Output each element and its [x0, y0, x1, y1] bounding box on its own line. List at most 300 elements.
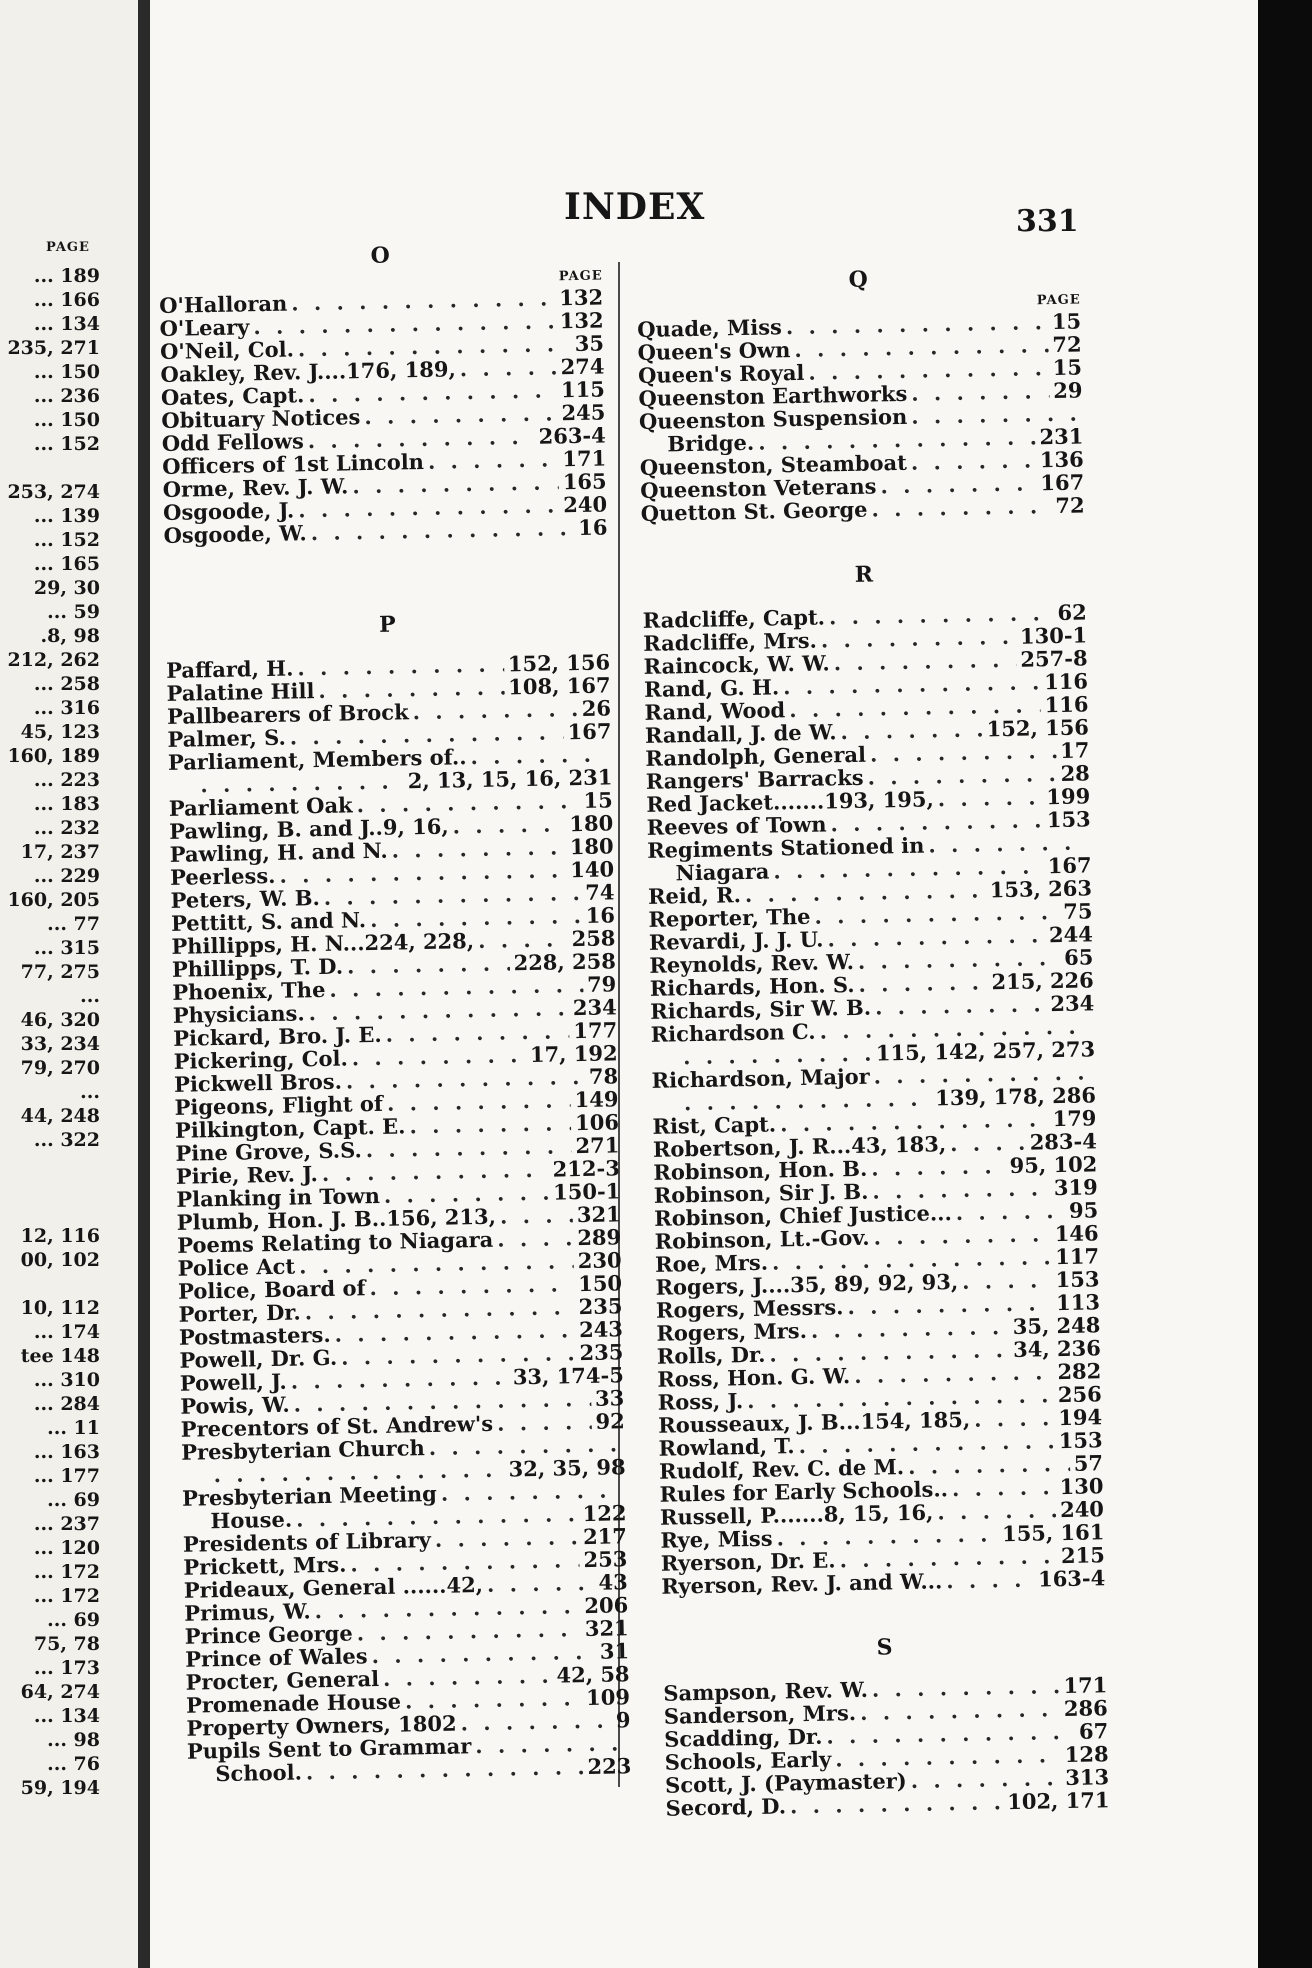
leader-dots	[871, 494, 1051, 520]
section-p-entries	[166, 650, 632, 1785]
entry-name: Queenston, Steamboat	[639, 449, 908, 480]
leader-dots	[391, 835, 566, 861]
entry-name: Queen's Own	[637, 337, 791, 365]
entry-pages: 15	[1051, 308, 1082, 335]
entry-name: Pilkington, Capt. E.	[174, 1113, 406, 1143]
entry-name: Rye, Miss	[660, 1525, 773, 1553]
entry-name: Officers of 1st Lincoln	[162, 448, 425, 479]
entry-pages: 152, 156	[986, 714, 1090, 742]
leader-dots	[938, 785, 1043, 810]
entry-name: Promenade House	[185, 1688, 402, 1718]
entry-pages: 33	[594, 1385, 625, 1411]
entry-name: Primus, W.	[184, 1598, 311, 1626]
entry-name: Odd Fellows	[161, 428, 305, 456]
facing-page-number: 00, 102	[20, 1249, 100, 1271]
entry-name: Queenston Suspension	[638, 403, 908, 434]
facing-page-number: 12, 116	[20, 1225, 100, 1247]
section-letter-r: R	[854, 561, 874, 588]
entry-name: Phillipps, H. N...224, 228,	[171, 928, 475, 959]
facing-page-number: 10, 112	[20, 1297, 100, 1319]
leader-dots	[950, 1131, 1026, 1155]
entry-pages: 2, 13, 15, 16, 231	[407, 764, 613, 794]
leader-dots	[875, 992, 1047, 1018]
facing-page-label: PAGE	[46, 240, 90, 255]
entry-pages: 228, 258	[513, 948, 617, 976]
facing-page-number: ... 322	[33, 1129, 100, 1151]
entry-pages: 257-8	[1020, 645, 1088, 672]
section-q-entries	[637, 309, 1085, 524]
entry-pages: 113	[1055, 1289, 1101, 1316]
facing-page-number: ... 152	[33, 529, 100, 551]
entry-name	[652, 1110, 680, 1111]
leader-dots	[840, 717, 983, 743]
leader-dots	[858, 970, 987, 995]
facing-page-number: ... 223	[33, 769, 100, 791]
entry-pages: 132	[559, 284, 604, 311]
entry-name: Richardson, Major	[651, 1063, 870, 1093]
entry-pages: 116	[1044, 691, 1089, 718]
entry-name: Radcliffe, Mrs.	[642, 627, 818, 656]
entry-pages: 283-4	[1029, 1128, 1098, 1155]
section-letter-s: S	[876, 1634, 893, 1661]
entry-pages: 153, 263	[989, 875, 1093, 903]
entry-pages: 57	[1073, 1450, 1104, 1476]
entry-pages: 34, 236	[1012, 1335, 1102, 1362]
entry-name: Plumb, Hon. J. B..156, 213,	[176, 1203, 497, 1235]
entry-name: Randolph, General	[645, 741, 867, 771]
entry-pages: 243	[578, 1316, 624, 1343]
facing-page-number	[0, 1272, 104, 1296]
facing-page-number: ... 134	[33, 1705, 100, 1727]
entry-name: Reeves of Town	[646, 811, 827, 840]
leader-dots	[412, 697, 578, 723]
entry-pages: 9	[615, 1707, 631, 1733]
entry-name: Powis, W.	[180, 1391, 290, 1419]
entry-name: Peters, W. B.	[170, 885, 320, 913]
entry-pages: 167	[567, 718, 612, 745]
entry-name: Osgoode, W.	[163, 520, 307, 548]
leader-dots	[962, 1268, 1052, 1293]
facing-page-number: ... 229	[33, 865, 100, 887]
leader-dots	[871, 1154, 1006, 1180]
leader-dots	[460, 1709, 612, 1735]
entry-name: Palmer, S.	[167, 724, 287, 752]
entry-pages: 116	[1043, 668, 1089, 695]
entry-name: Richardson C.	[650, 1018, 816, 1047]
facing-page-number	[0, 1152, 104, 1176]
entry-pages: 215	[1060, 1542, 1106, 1569]
facing-page-number	[0, 1176, 104, 1200]
entry-name: O'Neil, Col.	[159, 336, 295, 364]
entry-name: Randall, J. de W.	[644, 719, 837, 748]
entry-name: Rules for Early Schools..	[659, 1476, 949, 1507]
entry-name: Rudolf, Rev. C. de M.	[658, 1454, 905, 1484]
entry-name: Richards, Hon. S.	[649, 971, 855, 1001]
leader-dots	[352, 1043, 527, 1069]
book-gutter	[138, 0, 150, 1968]
entry-name: Schools, Early	[664, 1746, 832, 1775]
facing-page-number: ... 139	[33, 505, 100, 527]
entry-name: School.	[215, 1759, 303, 1787]
entry-name: Rogers, Mrs.	[656, 1317, 808, 1346]
page-column-label: PAGE	[558, 268, 603, 285]
facing-page-number: ... 77	[47, 913, 100, 935]
entry-pages: 163-4	[1037, 1565, 1106, 1592]
entry-pages: 153	[1055, 1266, 1100, 1293]
entry-pages: 177	[573, 1017, 618, 1044]
facing-page	[0, 0, 139, 1968]
entry-name: Powell, Dr. G.	[179, 1344, 338, 1373]
facing-page-number: ...	[80, 1081, 100, 1103]
entry-name: Ryerson, Rev. J. and W...	[661, 1568, 943, 1599]
entry-pages: 92	[595, 1408, 625, 1434]
entry-pages: 122	[582, 1500, 627, 1527]
entry-pages: 230	[577, 1247, 622, 1274]
facing-page-number: ... 165	[33, 553, 100, 575]
entry-name: Pupils Sent to Grammar	[186, 1733, 472, 1764]
entry-name: Rogers, Messrs.	[655, 1294, 844, 1323]
leader-dots	[405, 1686, 583, 1712]
facing-page-number: ... 284	[33, 1393, 100, 1415]
facing-page-number: 59, 194	[20, 1777, 100, 1799]
facing-page-number: ... 183	[33, 793, 100, 815]
entry-name: House.	[210, 1506, 293, 1534]
entry-pages: 244	[1048, 921, 1094, 948]
facing-page-number: ... 163	[33, 1441, 100, 1463]
facing-page-number: 33, 234	[20, 1033, 100, 1055]
leader-dots	[974, 1406, 1055, 1431]
entry-name: Rowland, T.	[658, 1433, 795, 1461]
leader-dots	[911, 448, 1037, 473]
entry-pages: 35	[574, 330, 605, 357]
entry-pages: 67	[1078, 1718, 1109, 1744]
entry-name: Postmasters.	[178, 1321, 331, 1350]
entry-pages: 75	[1062, 898, 1093, 924]
entry-name: Paffard, H.	[165, 655, 294, 683]
entry-pages: 109	[585, 1684, 631, 1711]
leader-dots	[946, 1568, 1034, 1593]
facing-page-number: ... 172	[33, 1585, 100, 1607]
entry-pages: 15	[1052, 354, 1083, 381]
facing-page-number: tee 148	[20, 1345, 100, 1367]
entry-name: Richards, Sir W. B.	[650, 994, 872, 1024]
entry-pages: 235	[579, 1339, 624, 1366]
facing-page-number: ... 152	[33, 433, 100, 455]
entry-name: Presidents of Library	[182, 1527, 432, 1557]
leader-dots	[880, 471, 1036, 497]
entry-pages: 240	[1059, 1496, 1105, 1523]
entry-name: Queen's Royal	[637, 359, 805, 388]
entry-name: Queenston Earthworks	[638, 380, 908, 411]
entry-pages: 130	[1059, 1473, 1104, 1500]
section-letter-o: O	[370, 242, 391, 269]
entry-pages: 95, 102	[1009, 1151, 1098, 1178]
entry-pages: 72	[1055, 492, 1085, 518]
leader-dots	[478, 927, 568, 952]
entry-pages: 31	[599, 1638, 630, 1664]
entry-name: Prickett, Mrs.	[183, 1551, 347, 1580]
leader-dots	[873, 1222, 1051, 1248]
entry-name: Sanderson, Mrs.	[663, 1700, 857, 1729]
leader-dots	[383, 1664, 553, 1690]
entry-pages: 95	[1068, 1197, 1099, 1223]
entry-name: Prideaux, General ......42,	[183, 1572, 484, 1603]
entry-name: Orme, Rev. J. W.	[162, 473, 349, 502]
facing-page-number: 17, 237	[20, 841, 100, 863]
facing-page-number: 75, 78	[33, 1633, 100, 1655]
entry-name: Pine Grove, S.S.	[175, 1137, 363, 1166]
leader-dots	[306, 1755, 584, 1783]
entry-pages: 17, 192	[529, 1040, 618, 1068]
leader-dots	[500, 1203, 573, 1227]
facing-page-number: 160, 189	[7, 745, 100, 767]
facing-page-number: ... 69	[47, 1609, 100, 1631]
entry-pages: 15	[583, 787, 613, 813]
facing-page-number: 64, 274	[20, 1681, 100, 1703]
facing-page-number: 212, 262	[7, 649, 100, 671]
entry-name: Rand, G. H.	[643, 674, 780, 702]
entry-name: Powell, J.	[179, 1368, 287, 1396]
facing-page-number: .8, 98	[40, 625, 100, 647]
facing-page-number: 44, 248	[20, 1105, 100, 1127]
entry-pages: 128	[1064, 1741, 1109, 1768]
entry-pages: 16	[585, 902, 616, 928]
entry-name: Pirie, Rev. J.	[175, 1161, 319, 1189]
entry-name: Presbyterian Church	[180, 1435, 425, 1465]
index-page	[150, 0, 1258, 1968]
facing-page-number: ... 177	[33, 1465, 100, 1487]
facing-page-number: ... 236	[33, 385, 100, 407]
entry-name: Police, Board of	[177, 1275, 366, 1304]
entry-name	[182, 1482, 210, 1483]
entry-name: Sampson, Rev. W.	[663, 1676, 869, 1706]
entry-pages: 194	[1058, 1404, 1103, 1431]
facing-page-number: 29, 30	[33, 577, 100, 599]
entry-name: Rolls, Dr.	[656, 1341, 766, 1369]
entry-name: Rangers' Barracks	[645, 764, 864, 794]
entry-pages: 152, 156	[507, 649, 611, 677]
entry-name: Russell, P.......8, 15, 16,	[659, 1499, 934, 1530]
facing-page-number: 45, 123	[20, 721, 100, 743]
entry-name: Peerless.	[169, 862, 276, 890]
leader-dots	[908, 1452, 1070, 1478]
entry-pages: 155, 161	[1001, 1519, 1105, 1547]
entry-pages: 274	[560, 353, 605, 380]
entry-name: Pigeons, Flight of	[174, 1090, 384, 1120]
entry-name: Physicians.	[172, 1000, 305, 1028]
index-column-right	[636, 259, 1110, 1819]
leader-dots	[435, 1525, 580, 1551]
section-r-entries	[643, 600, 1106, 1597]
entry-pages: 167	[1040, 469, 1085, 496]
entry-pages: 33, 174-5	[512, 1362, 625, 1390]
entry-name: O'Leary	[159, 314, 250, 341]
section-o-entries	[159, 285, 608, 546]
entry-pages: 65	[1063, 944, 1094, 970]
facing-page-number	[0, 456, 104, 480]
entry-name: Robinson, Lt.-Gov.	[654, 1224, 870, 1254]
entry-pages: 74	[585, 879, 615, 905]
entry-name: O'Halloran	[158, 290, 288, 318]
entry-pages: 136	[1039, 446, 1084, 473]
entry-pages: 79	[586, 971, 617, 997]
leader-dots	[460, 355, 557, 380]
leader-dots	[384, 1181, 550, 1207]
entry-pages: 234	[1050, 990, 1095, 1017]
facing-page-number: 253, 274	[7, 481, 100, 503]
facing-page-number: ... 189	[33, 265, 100, 287]
entry-name: Presbyterian Meeting	[181, 1480, 438, 1511]
entry-name: Scott, J. (Paymaster)	[664, 1768, 907, 1798]
entry-pages: 115, 142, 257, 273	[875, 1036, 1096, 1066]
leader-dots	[347, 951, 510, 977]
leader-dots	[952, 1475, 1056, 1500]
entry-pages: 150-1	[552, 1178, 621, 1205]
leader-dots	[452, 812, 565, 837]
entry-pages: 153	[1058, 1427, 1103, 1454]
entry-pages: 180	[569, 833, 614, 860]
facing-page-number: 77, 275	[20, 961, 100, 983]
entry-name: Parliament Oak	[168, 792, 353, 821]
entry-pages: 132	[559, 307, 604, 334]
entry-pages: 263-4	[538, 422, 606, 449]
entry-name: Pickard, Bro. J. E.	[173, 1021, 382, 1051]
entry-name: Rand, Wood	[644, 697, 786, 725]
entry-pages: 149	[574, 1086, 619, 1113]
entry-name: Quade, Miss	[636, 314, 783, 342]
entry-name: Pallbearers of Brock	[166, 699, 409, 729]
facing-page-number: ... 316	[33, 697, 100, 719]
entry-name: Procter, General	[185, 1666, 380, 1695]
entry-pages: 130-1	[1019, 622, 1088, 649]
section-s-entries	[663, 1673, 1110, 1819]
entry-name: Quetton St. George	[640, 496, 868, 526]
entry-name: Rogers, J....35, 89, 92, 93,	[655, 1269, 959, 1300]
entry-name: Porter, Dr.	[178, 1299, 301, 1327]
entry-name: Property Owners, 1802	[186, 1710, 457, 1741]
leader-dots	[487, 1571, 595, 1596]
entry-pages: 199	[1046, 783, 1091, 810]
facing-page-number: ... 150	[33, 409, 100, 431]
entry-name: Robinson, Chief Justice...	[654, 1200, 952, 1231]
facing-page-number: ... 150	[33, 361, 100, 383]
facing-page-number: ... 173	[33, 1657, 100, 1679]
entry-pages: 234	[572, 994, 617, 1021]
entry-name: Reynolds, Rev. W.	[649, 948, 855, 978]
facing-page-number: ... 166	[33, 289, 100, 311]
entry-pages: 286	[1063, 1695, 1108, 1722]
facing-page-number: ... 69	[47, 1489, 100, 1511]
entry-name: Oakley, Rev. J....176, 189,	[160, 356, 456, 387]
leader-dots	[409, 1111, 571, 1137]
facing-page-number: ... 11	[47, 1417, 100, 1439]
entry-name: Phoenix, The	[172, 976, 326, 1005]
entry-name: Pettitt, S. and N.	[170, 907, 367, 936]
entry-name: Oates, Capt.	[160, 382, 305, 410]
entry-pages: 153	[1046, 806, 1091, 833]
facing-page-number: ... 174	[33, 1321, 100, 1343]
entry-name: Ryerson, Dr. E.	[660, 1547, 836, 1576]
entry-pages: 319	[1053, 1174, 1098, 1201]
entry-pages: 180	[569, 810, 614, 837]
entry-name: Raincock, W. W.	[643, 650, 830, 679]
leader-dots	[497, 1226, 574, 1250]
entry-name: Radcliffe, Capt.	[642, 604, 826, 633]
entry-name: Poems Relating to Niagara	[176, 1226, 494, 1258]
facing-page-number: ... 258	[33, 673, 100, 695]
entry-pages: 115	[560, 376, 606, 403]
entry-name: Pawling, B. and J..9, 16,	[169, 813, 449, 844]
facing-page-numbers	[0, 264, 104, 1800]
entry-pages: 313	[1064, 1764, 1110, 1791]
entry-pages: 42, 58	[556, 1661, 630, 1688]
entry-pages: 282	[1057, 1358, 1102, 1385]
entry-pages: 240	[562, 491, 608, 518]
index-column-left	[158, 235, 632, 1785]
entry-pages: 117	[1054, 1243, 1100, 1270]
entry-name: Rist, Capt.	[652, 1111, 777, 1139]
entry-name: Planking in Town	[176, 1182, 381, 1212]
entry-name	[169, 792, 197, 793]
facing-page-number: 46, 320	[20, 1009, 100, 1031]
facing-page-number: ... 315	[33, 937, 100, 959]
entry-pages: 16	[578, 514, 608, 540]
entry-pages: 167	[1047, 852, 1092, 879]
facing-page-number: 79, 270	[20, 1057, 100, 1079]
entry-name: Phillipps, T. D.	[171, 953, 344, 982]
entry-name: Revardi, J. J. U.	[648, 926, 824, 955]
entry-pages: 106	[574, 1109, 620, 1136]
entry-pages: 206	[584, 1592, 629, 1619]
entry-name: Niagara	[675, 858, 770, 886]
entry-pages: 62	[1057, 599, 1087, 625]
entry-pages: 271	[575, 1132, 620, 1159]
entry-name: Osgoode, J.	[162, 497, 295, 525]
leader-dots	[497, 1410, 592, 1435]
entry-pages: 217	[582, 1523, 628, 1550]
entry-name	[651, 1064, 679, 1065]
page-number: 331	[1016, 204, 1079, 239]
facing-page-number: ... 172	[33, 1561, 100, 1583]
entry-name: Scadding, Dr.	[664, 1723, 823, 1752]
entry-pages: 321	[576, 1201, 621, 1228]
entry-name: Bridge.	[667, 429, 755, 457]
entry-pages: 171	[562, 445, 607, 472]
facing-page-number	[0, 1200, 104, 1224]
entry-pages: 171	[1063, 1672, 1108, 1699]
entry-pages: 179	[1052, 1105, 1097, 1132]
scan-border	[1258, 0, 1312, 1968]
entry-name: Police Act	[177, 1253, 296, 1281]
entry-pages: 35, 248	[1012, 1312, 1101, 1339]
facing-page-number: ... 98	[47, 1729, 100, 1751]
facing-page-number: ... 237	[33, 1513, 100, 1535]
entry-pages: 139, 178, 286	[934, 1082, 1097, 1111]
entry-name: Reporter, The	[648, 903, 811, 932]
section-letter-q: Q	[848, 266, 869, 293]
entry-pages: 321	[584, 1615, 629, 1642]
entry-pages: 72	[1052, 331, 1082, 358]
facing-page-number: ...	[80, 985, 100, 1007]
entry-name: Prince of Wales	[184, 1643, 368, 1672]
leader-dots	[790, 1790, 1004, 1817]
entry-pages: 102, 171	[1006, 1787, 1110, 1815]
facing-page-number: ... 76	[47, 1753, 100, 1775]
entry-name: Queenston Veterans	[640, 473, 877, 503]
facing-page-number: ... 59	[47, 601, 100, 623]
entry-name: Parliament, Members of..	[167, 744, 467, 775]
entry-pages: 140	[570, 856, 615, 883]
